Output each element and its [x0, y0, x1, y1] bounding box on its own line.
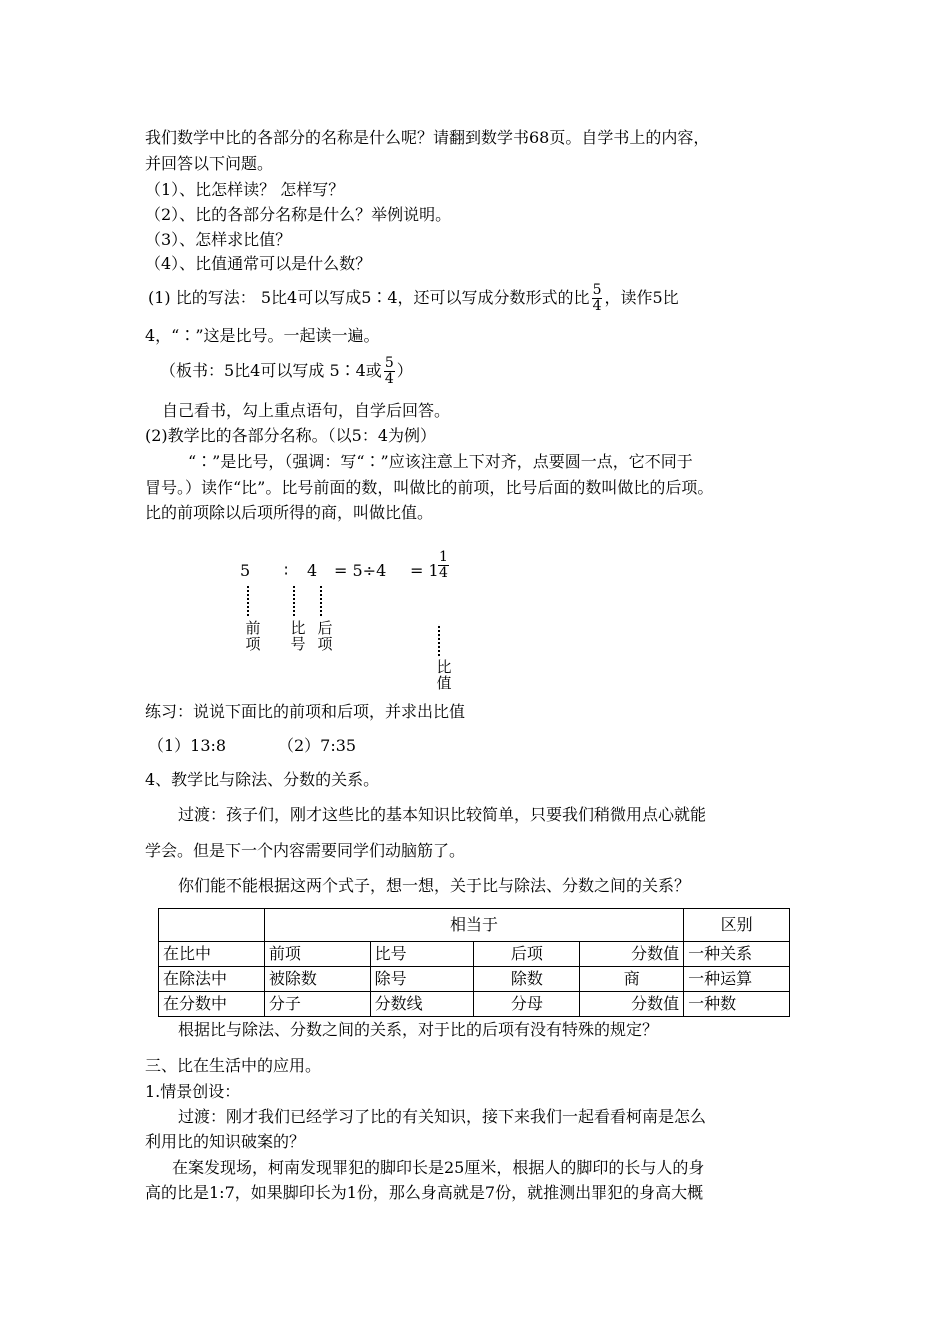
- table-cell: 前项: [264, 942, 370, 967]
- table-cell: 商: [580, 967, 684, 992]
- practice-item-2: （2）7:35: [278, 736, 357, 755]
- board-fraction: [384, 356, 395, 387]
- label-ratio-value: 比 值: [436, 658, 452, 692]
- after-table-question: 根据比与除法、分数之间的关系，对于比的后项有没有特殊的规定？: [178, 1020, 659, 1039]
- diagram-back-term: 4: [307, 561, 318, 580]
- table-header-blank: [159, 909, 265, 942]
- practice-title: 练习：说说下面比的前项和后项，并求出比值: [145, 702, 466, 721]
- section-4-heading: 4、教学比与除法、分数的关系。: [145, 770, 380, 789]
- board-note: [160, 356, 413, 387]
- table-row: [159, 942, 790, 967]
- diagram-result-whole: = 1: [410, 561, 439, 580]
- transition-2-line-1: 过渡：刚才我们已经学习了比的有关知识，接下来我们一起看看柯南是怎么: [178, 1107, 707, 1126]
- fraction-numerator: 5: [384, 355, 394, 371]
- scenario-title: 1.情景创设：: [145, 1082, 241, 1101]
- diagram-division: = 5÷4: [334, 561, 387, 580]
- transition-1-line-1: 过渡：孩子们，刚才这些比的基本知识比较简单，只要我们稍微用点心就能: [178, 805, 707, 824]
- table-cell: 分子: [264, 992, 370, 1017]
- table-cell: 分数值: [580, 992, 684, 1017]
- table-cell: 除数: [474, 967, 580, 992]
- relation-table: [158, 908, 790, 1017]
- table-row: [159, 967, 790, 992]
- table-cell: 在除法中: [159, 967, 265, 992]
- ratio-writing-lead: (1) 比的写法： 5比4可以写成5∶4，还可以写成分数形式的比: [148, 288, 590, 307]
- fraction-numerator: 5: [592, 282, 602, 298]
- relation-question: 你们能不能根据这两个式子，想一想，关于比与除法、分数之间的关系？: [178, 876, 691, 895]
- ratio-writing-line-2: 4，“∶”这是比号。一起读一遍。: [145, 326, 380, 345]
- ratio-fraction: [592, 283, 603, 314]
- question-1: （1）、比怎样读？ 怎样写？: [145, 180, 345, 199]
- diagram-result-fraction: [438, 550, 449, 581]
- table-cell: 分数线: [370, 992, 474, 1017]
- table-cell: 一种数: [684, 992, 790, 1017]
- fraction-denominator: 4: [439, 565, 448, 581]
- table-cell: 在比中: [159, 942, 265, 967]
- diagram-front-term: 5: [240, 561, 251, 580]
- self-study-note: 自己看书，勾上重点语句，自学后回答。: [162, 401, 451, 420]
- label-front-term: 前 项: [245, 619, 261, 653]
- table-cell: 分母: [474, 992, 580, 1017]
- table-cell: 一种运算: [684, 967, 790, 992]
- table-cell: 被除数: [264, 967, 370, 992]
- question-2: （2）、比的各部分名称是什么？举例说明。: [145, 205, 452, 224]
- colon-text-line-2: 冒号。）读作“比”。比号前面的数，叫做比的前项，比号后面的数叫做比的后项。: [145, 478, 714, 497]
- colon-text-line-3: 比的前项除以后项所得的商，叫做比值。: [145, 503, 434, 522]
- label-back-term: 后 项: [317, 619, 333, 653]
- table-header-equivalent: 相当于: [264, 909, 683, 942]
- table-cell: 在分数中: [159, 992, 265, 1017]
- fraction-numerator: 1: [439, 549, 448, 565]
- transition-2-line-2: 利用比的知识破案的？: [145, 1132, 306, 1151]
- table-header-difference: 区别: [684, 909, 790, 942]
- fraction-denominator: 4: [592, 298, 602, 314]
- table-cell: 比号: [370, 942, 474, 967]
- ratio-writing-tail: ，读作5比: [604, 288, 679, 307]
- fraction-denominator: 4: [384, 371, 394, 387]
- case-text-line-1: 在案发现场，柯南发现罪犯的脚印长是25厘米，根据人的脚印的长与人的身: [172, 1158, 705, 1177]
- table-header-row: [159, 909, 790, 942]
- board-note-lead: （板书：5比4可以写成 5∶4或: [160, 361, 382, 380]
- dotted-connector-value: [438, 626, 440, 656]
- table-row: [159, 992, 790, 1017]
- board-note-tail: ）: [396, 361, 413, 380]
- intro-line-1: 我们数学中比的各部分的名称是什么呢？请翻到数学书68页。自学书上的内容，: [145, 128, 710, 147]
- table-cell: 分数值: [580, 942, 684, 967]
- colon-text-line-1: “∶”是比号，（强调：写“∶”应该注意上下对齐，点要圆一点，它不同于: [188, 452, 693, 471]
- intro-line-2: 并回答以下问题。: [145, 154, 274, 173]
- parts-title: (2)教学比的各部分名称。（以5：4为例）: [145, 426, 437, 445]
- section-3-heading: 三、比在生活中的应用。: [145, 1056, 322, 1075]
- label-ratio-sign: 比 号: [290, 619, 306, 653]
- ratio-writing-line: [148, 283, 679, 314]
- dotted-connector-back: [320, 586, 322, 616]
- table-cell: 一种关系: [684, 942, 790, 967]
- diagram-colon: ∶: [284, 561, 289, 580]
- table-cell: 后项: [474, 942, 580, 967]
- transition-1-line-2: 学会。但是下一个内容需要同学们动脑筋了。: [145, 841, 466, 860]
- practice-item-1: （1）13:8: [148, 736, 227, 755]
- dotted-connector-sign: [293, 586, 295, 616]
- question-3: （3）、怎样求比值？: [145, 230, 292, 249]
- dotted-connector-front: [247, 586, 249, 616]
- table-cell: 除号: [370, 967, 474, 992]
- question-4: （4）、比值通常可以是什么数？: [145, 254, 372, 273]
- case-text-line-2: 高的比是1:7，如果脚印长为1份，那么身高就是7份，就推测出罪犯的身高大概: [145, 1183, 704, 1202]
